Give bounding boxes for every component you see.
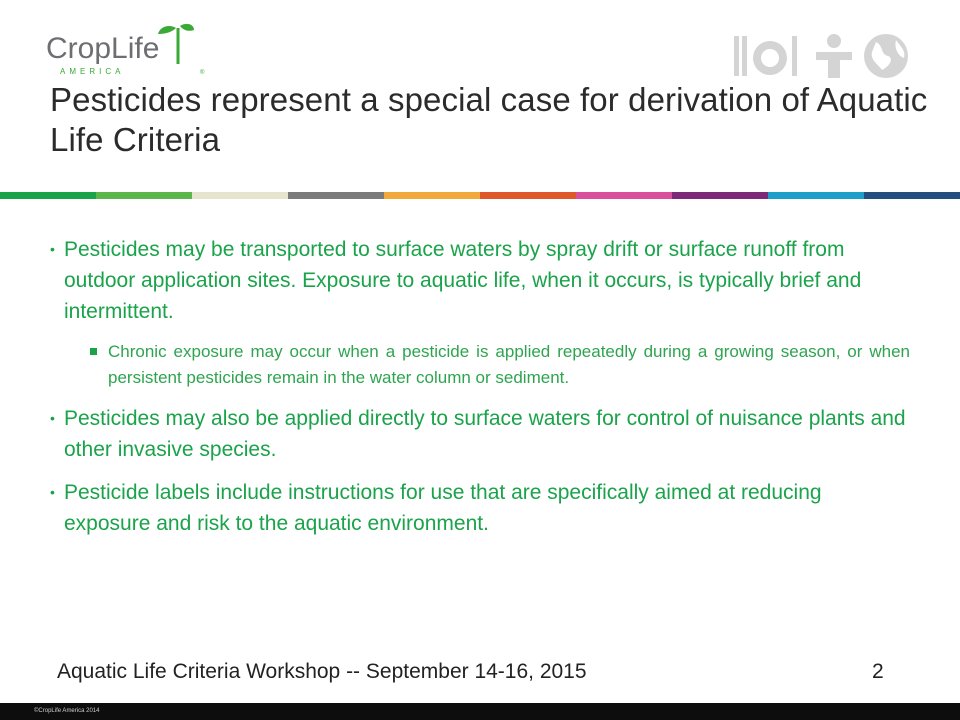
bullet-2: [50, 403, 910, 465]
copyright-text: ©CropLife America 2014: [34, 708, 100, 714]
croplife-logo: [44, 22, 214, 82]
slide-title: Pesticides represent a special case for derivation of Aquatic Life Criteria: [50, 81, 928, 158]
color-stripe-bar: [0, 192, 960, 199]
color-stripe-segment: [672, 192, 768, 199]
logo-text: CropLife: [46, 32, 160, 65]
page-number: 2: [872, 660, 884, 683]
logo-registered-mark: ®: [200, 70, 205, 76]
color-stripe-segment: [96, 192, 192, 199]
color-stripe-segment: [0, 192, 96, 199]
bottom-bar: [0, 703, 960, 720]
color-stripe-segment: [576, 192, 672, 199]
bullet-dot: •: [50, 241, 55, 257]
sub-bullet-1: [50, 339, 910, 391]
bullet-3-text: Pesticide labels include instructions for use that are specifically aimed at reducing exposure and risk to the aquatic environment.: [64, 481, 822, 535]
color-stripe-segment: [480, 192, 576, 199]
header-icons: [730, 30, 915, 82]
slide-content: [50, 234, 910, 551]
color-stripe-segment: [288, 192, 384, 199]
croplife-logo-graphic: [44, 22, 214, 82]
bullet-3: [50, 477, 910, 539]
bullet-dot: •: [50, 484, 55, 500]
bullet-1-text: Pesticides may be transported to surface waters by spray drift or surface runoff from outdoor application sites. Exposure to aquatic life, when it occurs, is typically brief and intermittent.: [64, 238, 862, 323]
color-stripe-segment: [384, 192, 480, 199]
color-stripe-segment: [192, 192, 288, 199]
sub-bullet-1-text: Chronic exposure may occur when a pesticide is applied repeatedly during a growing season, or when persistent pesticides remain in the water column or sediment.: [108, 342, 910, 387]
bullet-1: [50, 234, 910, 327]
bullet-2-text: Pesticides may also be applied directly to surface waters for control of nuisance plants and other invasive species.: [64, 407, 906, 461]
fork-knife-plate-icon: [734, 36, 797, 76]
square-bullet-icon: [90, 348, 97, 355]
footer-text: Aquatic Life Criteria Workshop -- September 14-16, 2015: [57, 660, 587, 683]
globe-icon: [864, 34, 908, 78]
color-stripe-segment: [864, 192, 960, 199]
logo-subtext: AMERICA: [60, 67, 125, 76]
color-stripe-segment: [768, 192, 864, 199]
person-icon: [816, 34, 852, 78]
bullet-dot: •: [50, 410, 55, 426]
